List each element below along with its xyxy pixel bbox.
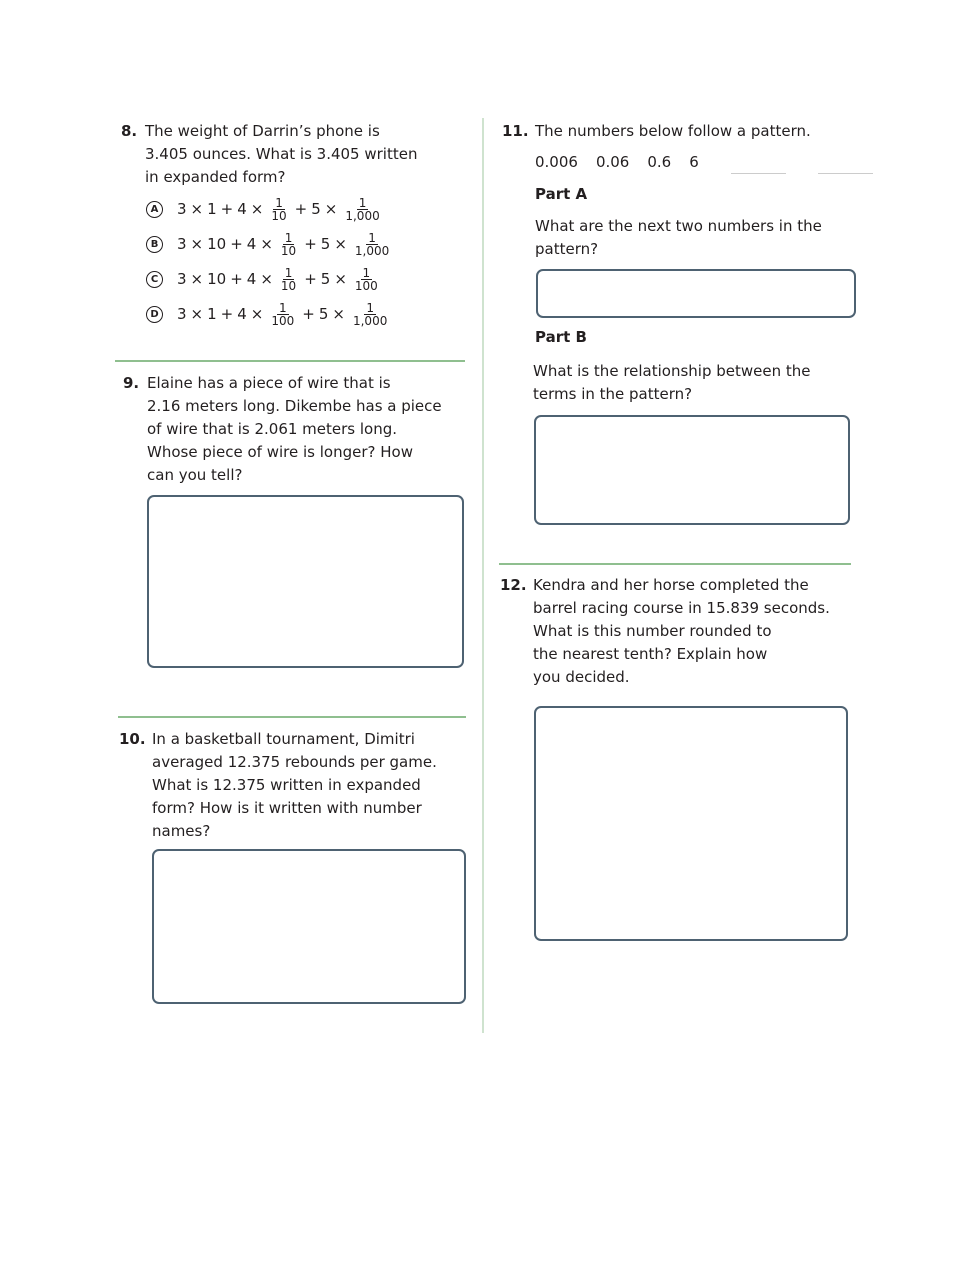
term: 3 [177, 305, 187, 323]
plus-sign: + [302, 305, 315, 323]
times-sign: × [250, 200, 264, 218]
term: 3 [177, 200, 187, 218]
term: 3 [177, 270, 187, 288]
term: 5 [311, 200, 321, 218]
text-line: What are the next two numbers in the [535, 217, 822, 235]
term: 10 [207, 235, 227, 253]
answer-box-11b[interactable] [534, 415, 850, 525]
numerator: 1 [362, 265, 371, 280]
text-line: terms in the pattern? [533, 385, 693, 403]
text-line: What is 12.375 written in expanded [152, 776, 421, 794]
pattern-term: 0.006 [535, 153, 578, 171]
numerator: 1 [366, 300, 374, 315]
term: 3 [177, 235, 187, 253]
question-number: 9. [123, 374, 140, 392]
times-sign: × [190, 235, 204, 253]
term: 4 [246, 270, 257, 288]
answer-option-c[interactable] [146, 262, 382, 296]
text-line: What is this number rounded to [533, 622, 772, 640]
fraction [355, 232, 389, 257]
times-sign: × [250, 305, 264, 323]
plus-sign: + [294, 200, 308, 218]
text-line: the nearest tenth? Explain how [533, 645, 768, 663]
term: 4 [237, 200, 247, 218]
times-sign: × [334, 235, 347, 253]
plus-sign: + [304, 235, 317, 253]
denominator: 1,000 [352, 313, 388, 328]
fraction [271, 197, 286, 222]
denominator: 10 [280, 278, 297, 293]
question-number: 10. [119, 730, 146, 748]
denominator: 1,000 [354, 243, 390, 258]
numerator: 1 [368, 230, 376, 245]
text-line: form? How is it written with number [152, 799, 422, 817]
pattern-term: 0.6 [647, 153, 672, 171]
part-b-label: Part B [535, 328, 587, 346]
times-sign: × [260, 235, 273, 253]
pattern-term: 0.06 [595, 153, 630, 171]
times-sign: × [190, 270, 204, 288]
text-line: can you tell? [147, 466, 243, 484]
numerator: 1 [275, 195, 283, 210]
blank-line [818, 173, 873, 174]
pattern-term: 6 [689, 153, 699, 171]
times-sign: × [190, 305, 204, 323]
term: 4 [246, 235, 257, 253]
part-b-text [533, 360, 811, 406]
option-letter-icon: D [146, 306, 163, 323]
times-sign: × [260, 270, 273, 288]
numerator: 1 [358, 195, 367, 210]
answer-box-10[interactable] [152, 849, 466, 1004]
text-line: Kendra and her horse completed the [533, 576, 809, 594]
numerator: 1 [279, 300, 287, 315]
text-line: The weight of Darrin’s phone is [145, 122, 380, 140]
fraction [355, 267, 378, 292]
text-line: barrel racing course in 15.839 seconds. [533, 599, 830, 617]
numerator: 1 [284, 265, 293, 280]
fraction [271, 302, 294, 327]
plus-sign: + [220, 305, 234, 323]
term: 5 [320, 270, 331, 288]
question-9-text [147, 372, 442, 487]
text-line: 2.16 meters long. Dikembe has a piece [147, 397, 442, 415]
plus-sign: + [220, 200, 234, 218]
text-line: 3.405 ounces. What is 3.405 written [145, 145, 418, 163]
text-line: In a basketball tournament, Dimitri [152, 730, 415, 748]
term: 1 [207, 305, 217, 323]
times-sign: × [190, 200, 204, 218]
text-line: of wire that is 2.061 meters long. [147, 420, 398, 438]
term: 5 [318, 305, 329, 323]
blank-line [731, 173, 786, 174]
fraction [281, 232, 296, 257]
section-divider [118, 716, 466, 718]
question-number: 12. [500, 576, 527, 594]
text-line: you decided. [533, 668, 630, 686]
answer-option-a[interactable] [146, 192, 384, 226]
part-a-text [535, 215, 822, 261]
fraction [353, 302, 387, 327]
times-sign: × [332, 305, 345, 323]
fraction [345, 197, 379, 222]
denominator: 1,000 [345, 208, 380, 223]
numerator: 1 [284, 230, 293, 245]
times-sign: × [324, 200, 338, 218]
plus-sign: + [230, 235, 243, 253]
term: 1 [207, 200, 217, 218]
option-letter-icon: C [146, 271, 163, 288]
question-number: 11. [502, 122, 529, 140]
number-pattern [535, 151, 873, 174]
term: 4 [237, 305, 247, 323]
question-8-text [145, 120, 417, 189]
text-line: What is the relationship between the [533, 362, 811, 380]
column-divider [482, 118, 484, 1033]
answer-box-9[interactable] [147, 495, 464, 668]
part-a-label: Part A [535, 185, 588, 203]
text-line: in expanded form? [145, 168, 286, 186]
text-line: Whose piece of wire is longer? How [147, 443, 413, 461]
answer-box-12[interactable] [534, 706, 848, 941]
answer-box-11a[interactable] [536, 269, 856, 318]
question-11-text: The numbers below follow a pattern. [535, 122, 811, 140]
denominator: 10 [271, 208, 287, 223]
option-letter-icon: A [146, 201, 163, 218]
question-10-text [152, 728, 437, 843]
denominator: 100 [271, 313, 295, 328]
times-sign: × [334, 270, 347, 288]
answer-option-b[interactable] [146, 227, 393, 261]
plus-sign: + [230, 270, 243, 288]
term: 10 [207, 270, 227, 288]
section-divider [115, 360, 465, 362]
text-line: pattern? [535, 240, 599, 258]
option-letter-icon: B [146, 236, 163, 253]
plus-sign: + [304, 270, 317, 288]
question-number: 8. [121, 122, 138, 140]
denominator: 100 [354, 278, 378, 293]
term: 5 [320, 235, 331, 253]
question-12-text [533, 574, 830, 689]
answer-option-d[interactable] [146, 297, 391, 331]
denominator: 10 [280, 243, 297, 258]
fraction [281, 267, 296, 292]
section-divider [499, 563, 851, 565]
text-line: Elaine has a piece of wire that is [147, 374, 391, 392]
text-line: averaged 12.375 rebounds per game. [152, 753, 437, 771]
text-line: names? [152, 822, 211, 840]
